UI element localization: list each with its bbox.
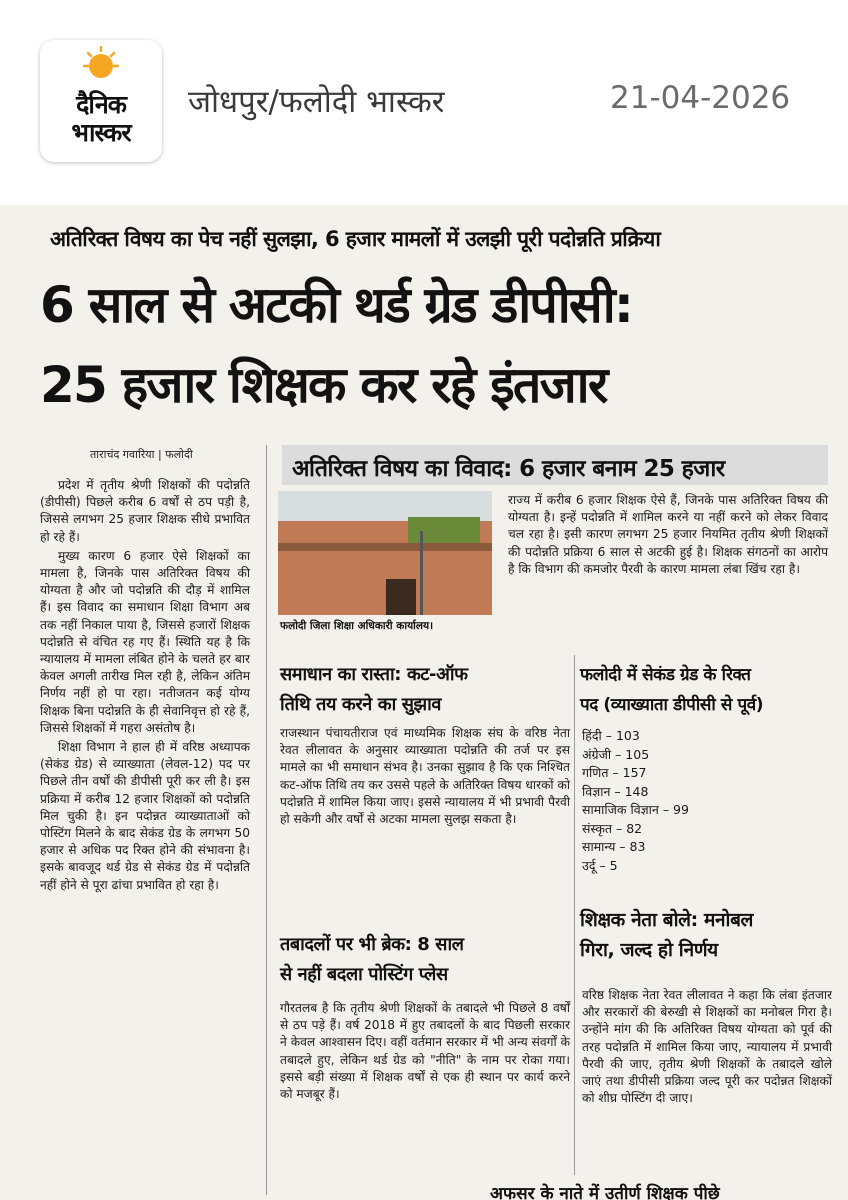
transfer-text	[280, 1000, 570, 1105]
leader-text	[582, 987, 832, 1109]
app-header	[0, 0, 848, 205]
side-banner-title: अतिरिक्त विषय का विवाद: 6 हजार बनाम 25 हजार	[292, 456, 725, 482]
paragraph: गौरतलब है कि तृतीय श्रेणी शिक्षकों के तबादले भी पिछले 8 वर्षों से ठप पड़े हैं। वर्ष 2018 में हुए तबादलों के बाद पिछली सरकार ने केवल आश्वासन दिए। वहीं वर्तमान सरकार में भी अन्य संवर्गों के तबादले हुए, लेकिन थर्ड ग्रेड को "नीति" के नाम पर रोका गया। इससे बड़ी संख्या में शिक्षक वर्षों से एक ही स्थान पर कार्य करने को मजबूर हैं।	[280, 1001, 570, 1102]
publication-date: 21-04-2026	[610, 80, 791, 116]
transfer-subheading	[280, 930, 464, 990]
photo-door	[386, 579, 416, 615]
article-column-1	[40, 477, 250, 896]
photo-caption: फलोदी जिला शिक्षा अधिकारी कार्यालय।	[280, 620, 434, 632]
newspaper-clipping	[0, 205, 848, 1200]
dainik-bhaskar-logo[interactable]	[40, 40, 162, 162]
list-item: सामान्य – 83	[582, 839, 646, 854]
main-headline-line-2: 25 हजार शिक्षक कर रहे इंतजार	[40, 356, 607, 414]
main-headline-line-1: 6 साल से अटकी थर्ड ग्रेड डीपीसी:	[40, 276, 633, 334]
vacancy-list	[582, 727, 832, 875]
next-story-teaser: अफसर के नाते में उतीर्ण शिक्षक पीछे	[490, 1184, 720, 1200]
subheading-line: गिरा, जल्द हो निर्णय	[580, 939, 718, 961]
kicker-headline: अतिरिक्त विषय का पेच नहीं सुलझा, 6 हजार मामलों में उलझी पूरी पदोन्नति प्रक्रिया	[50, 227, 661, 251]
subheading-line: फलोदी में सेकंड ग्रेड के रिक्त	[580, 665, 751, 685]
paragraph: शिक्षा विभाग ने हाल ही में वरिष्ठ अध्यापक (सेकंड ग्रेड) से व्याख्याता (लेवल-12) पद पर पिछले तीन वर्षों की डीपीसी पूरी कर ली है। इस प्रक्रिया में करीब 12 हजार शिक्षकों को पदोन्नति मिल चुकी है। इन पदोन्नत व्याख्याताओं को पोस्टिंग मिलने के बाद सेकंड ग्रेड के लगभग 50 हजार से अधिक पद रिक्त होने की संभावना है। इसके बावजूद थर्ड ग्रेड से सेकंड ग्रेड में पदोन्नति नहीं होने से पूरा ढांचा प्रभावित हो रहा है।	[40, 740, 250, 892]
paragraph: मुख्य कारण 6 हजार ऐसे शिक्षकों का मामला है, जिनके पास अतिरिक्त विषय की योग्यता है और जो पदोन्नति की दौड़ में शामिल हैं। इस विवाद का समाधान शिक्षा विभाग अब तक नहीं निकाल पाया है, जिससे हजारों शिक्षक पदोन्नति से वंचित रह गए हैं। स्थिति यह है कि न्यायालय में मामला लंबित होने के चलते हर बार केवल अगली तारीख मिल रही है, लेकिन अंतिम निर्णय नहीं हो पा रहा। नतीजतन कई योग्य शिक्षक बिना पदोन्नति के ही सेवानिवृत्त हो रहे हैं, जिससे शिक्षकों में गहरा असंतोष है।	[40, 548, 250, 735]
list-item: गणित – 157	[582, 765, 647, 780]
edition-title: जोधपुर/फलोदी भास्कर	[188, 84, 445, 120]
logo-word-dainik: दैनिक	[76, 90, 126, 119]
solution-subheading	[280, 660, 468, 720]
list-item: अंग्रेजी – 105	[582, 746, 650, 762]
paragraph: राजस्थान पंचायतीराज एवं माध्यमिक शिक्षक संघ के वरिष्ठ नेता रेवत लीलावत के अनुसार व्याख्याता पदोन्नति की तर्ज पर इस मामले का भी समाधान संभव है। उनका सुझाव है कि एक निश्चित कट-ऑफ तिथि तय कर उससे पहले के अतिरिक्त विषय धारकों को पदोन्नति में शामिल किया जाए। इससे न्यायालय में भी प्रभावी पैरवी हो सकेगी और वर्षों से अटका मामला सुलझ सकता है।	[280, 726, 570, 827]
office-photo	[278, 491, 492, 615]
subheading-line: तबादलों पर भी ब्रेक: 8 साल	[280, 934, 464, 955]
byline: ताराचंद गवारिया | फलोदी	[90, 448, 193, 461]
subheading-line: शिक्षक नेता बोले: मनोबल	[580, 909, 754, 931]
vacancy-subheading	[580, 660, 763, 720]
subheading-line: पद (व्याख्याता डीपीसी से पूर्व)	[580, 695, 764, 715]
paragraph: वरिष्ठ शिक्षक नेता रेवत लीलावत ने कहा कि लंबा इंतजार और सरकारों की बेरुखी से शिक्षकों का मनोबल गिरा है। उन्होंने मांग की कि अतिरिक्त विषय योग्यता को पूर्व की तरह पदोन्नति में शामिल किया जाए, न्यायालय में प्रभावी पैरवी की जाए, तृतीय श्रेणी शिक्षकों के तबादले खोले जाएं तथा डीपीसी प्रक्रिया जल्द पूरी कर पदोन्नत शिक्षकों को शीघ्र पोस्टिंग दी जाए।	[582, 988, 832, 1106]
column-divider	[574, 655, 575, 1175]
solution-text	[280, 725, 570, 830]
logo-word-bhaskar: भास्कर	[71, 118, 131, 147]
list-item: सामाजिक विज्ञान – 99	[582, 802, 689, 817]
paragraph: राज्य में करीब 6 हजार शिक्षक ऐसे हैं, जिनके पास अतिरिक्त विषय की योग्यता है। इन्हें पदोन्नति में शामिल करने या नहीं करने को लेकर विवाद चल रहा है। इसी कारण लगभग 25 हजार नियमित तृतीय श्रेणी शिक्षकों की पदोन्नति प्रक्रिया 6 साल से अटकी हुई है। शिक्षक संगठनों का आरोप है कि विभाग की कमजोर पैरवी के कारण मामला लंबा खिंच रहा है।	[508, 493, 828, 576]
side-story-text	[508, 492, 828, 580]
column-divider	[266, 445, 267, 1195]
subheading-line: तिथि तय करने का सुझाव	[280, 694, 441, 715]
subheading-line: से नहीं बदला पोस्टिंग प्लेस	[280, 964, 448, 985]
photo-eave	[278, 543, 492, 551]
photo-signboard	[408, 517, 480, 543]
list-item: विज्ञान – 148	[582, 783, 649, 799]
sun-icon	[80, 46, 122, 86]
paragraph: प्रदेश में तृतीय श्रेणी शिक्षकों की पदोन्नति (डीपीसी) पिछले करीब 6 वर्षों से ठप पड़ी है, जिससे लगभग 25 हजार शिक्षक सीधे प्रभावित हो रहे हैं।	[40, 478, 250, 544]
photo-flagpole	[420, 531, 423, 615]
list-item: संस्कृत – 82	[582, 820, 643, 836]
list-item: उर्दू – 5	[582, 857, 618, 873]
list-item: हिंदी – 103	[582, 728, 640, 743]
leader-subheading	[580, 905, 753, 965]
subheading-line: समाधान का रास्ता: कट-ऑफ	[280, 664, 468, 685]
